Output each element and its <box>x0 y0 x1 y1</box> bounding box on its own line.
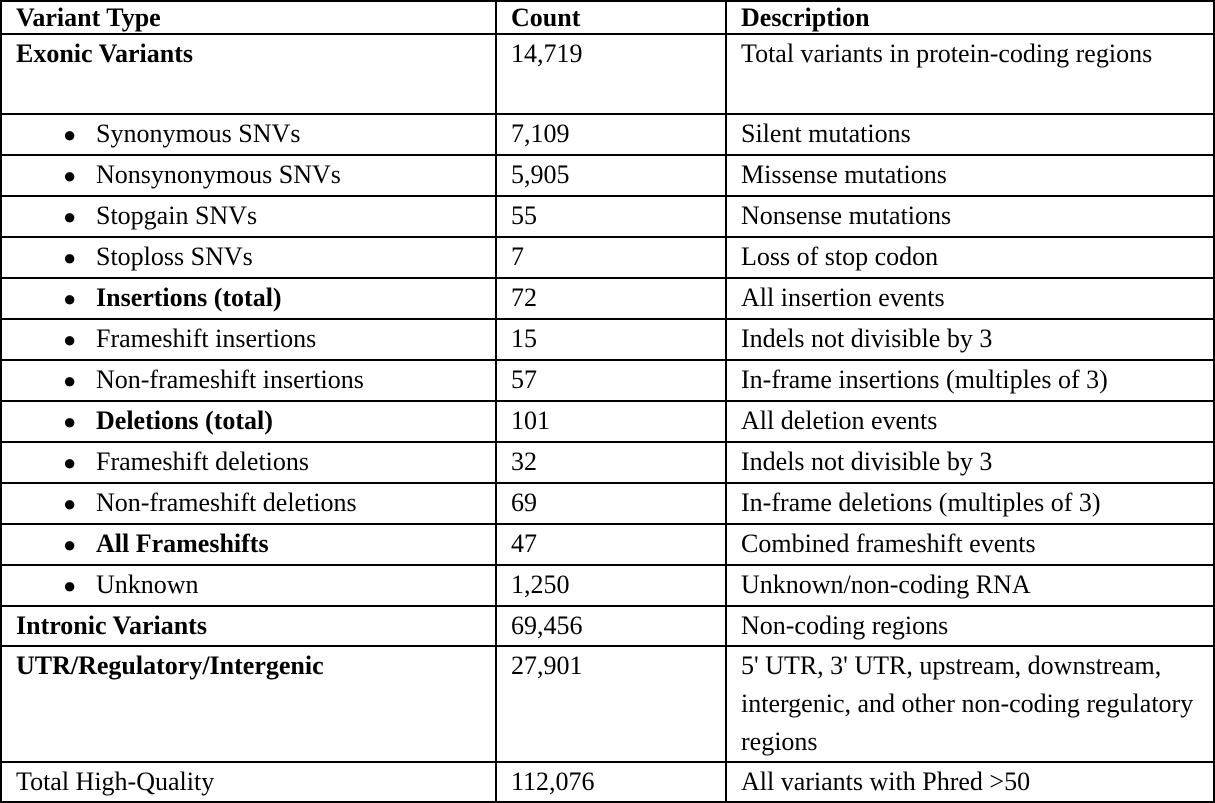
table-row <box>1 319 1214 360</box>
description-text: All insertion events <box>726 278 1214 319</box>
count-value: 47 <box>496 524 726 565</box>
description-text: Combined frameshift events <box>726 524 1214 565</box>
description-text: Total variants in protein-coding regions <box>726 34 1214 114</box>
bullet-icon: ● <box>63 286 77 311</box>
variant-type-cell <box>1 278 496 319</box>
variant-type-cell <box>1 360 496 401</box>
description-text: Silent mutations <box>726 114 1214 155</box>
table-row <box>1 762 1214 802</box>
variant-type-label: All Frameshifts <box>96 529 269 558</box>
column-header-description: Description <box>726 1 1214 34</box>
table-row <box>1 360 1214 401</box>
count-value: 27,901 <box>496 646 726 762</box>
count-value: 112,076 <box>496 762 726 802</box>
bullet-icon: ● <box>63 450 77 475</box>
description-text: Nonsense mutations <box>726 196 1214 237</box>
count-value: 5,905 <box>496 155 726 196</box>
variant-type-cell <box>1 34 496 114</box>
table-row <box>1 646 1214 762</box>
bullet-icon: ● <box>63 532 77 557</box>
variant-type-label: UTR/Regulatory/Intergenic <box>16 651 324 680</box>
variant-type-cell <box>1 565 496 606</box>
count-value: 69 <box>496 483 726 524</box>
count-value: 57 <box>496 360 726 401</box>
table-row <box>1 401 1214 442</box>
column-header-count: Count <box>496 1 726 34</box>
description-text: Loss of stop codon <box>726 237 1214 278</box>
table-row <box>1 483 1214 524</box>
count-value: 69,456 <box>496 606 726 646</box>
description-text: Unknown/non-coding RNA <box>726 565 1214 606</box>
variant-type-cell <box>1 114 496 155</box>
variant-type-cell <box>1 196 496 237</box>
variant-type-label: Stoploss SNVs <box>96 242 253 271</box>
table-row <box>1 237 1214 278</box>
column-header-variant-type: Variant Type <box>1 1 496 34</box>
header-row <box>1 1 1214 34</box>
count-value: 14,719 <box>496 34 726 114</box>
variant-type-label: Nonsynonymous SNVs <box>96 160 341 189</box>
bullet-icon: ● <box>63 327 77 352</box>
count-value: 101 <box>496 401 726 442</box>
variant-type-cell <box>1 155 496 196</box>
description-text: Missense mutations <box>726 155 1214 196</box>
variant-type-label: Synonymous SNVs <box>96 119 301 148</box>
count-value: 55 <box>496 196 726 237</box>
variant-type-label: Non-frameshift deletions <box>96 488 357 517</box>
bullet-icon: ● <box>63 163 77 188</box>
variant-type-cell <box>1 646 496 762</box>
description-text: In-frame insertions (multiples of 3) <box>726 360 1214 401</box>
table-row <box>1 565 1214 606</box>
table-row <box>1 524 1214 565</box>
count-value: 32 <box>496 442 726 483</box>
table-row <box>1 196 1214 237</box>
table-row <box>1 114 1214 155</box>
count-value: 1,250 <box>496 565 726 606</box>
bullet-icon: ● <box>63 573 77 598</box>
variant-type-label: Deletions (total) <box>96 406 273 435</box>
variant-type-label: Stopgain SNVs <box>96 201 258 230</box>
variant-type-cell <box>1 524 496 565</box>
table-row <box>1 278 1214 319</box>
count-value: 7,109 <box>496 114 726 155</box>
table-row <box>1 34 1214 114</box>
count-value: 15 <box>496 319 726 360</box>
description-text: All deletion events <box>726 401 1214 442</box>
description-text: 5' UTR, 3' UTR, upstream, downstream, intergenic, and other non-coding regulatory regions <box>726 646 1214 762</box>
variant-type-label: Exonic Variants <box>16 39 193 68</box>
variant-type-cell <box>1 483 496 524</box>
bullet-icon: ● <box>63 409 77 434</box>
description-text: Non-coding regions <box>726 606 1214 646</box>
variant-type-label: Non-frameshift insertions <box>96 365 364 394</box>
bullet-icon: ● <box>63 204 77 229</box>
description-text: All variants with Phred >50 <box>726 762 1214 802</box>
bullet-icon: ● <box>63 245 77 270</box>
description-text: Indels not divisible by 3 <box>726 319 1214 360</box>
variant-type-label: Frameshift insertions <box>96 324 317 353</box>
variant-type-cell <box>1 319 496 360</box>
table-row <box>1 442 1214 483</box>
variant-type-label: Insertions (total) <box>96 283 282 312</box>
description-text: Indels not divisible by 3 <box>726 442 1214 483</box>
variant-type-cell <box>1 606 496 646</box>
table-row <box>1 606 1214 646</box>
variant-type-cell <box>1 762 496 802</box>
variant-type-label: Unknown <box>96 570 199 599</box>
variant-type-cell <box>1 401 496 442</box>
count-value: 72 <box>496 278 726 319</box>
count-value: 7 <box>496 237 726 278</box>
bullet-icon: ● <box>63 122 77 147</box>
description-text: In-frame deletions (multiples of 3) <box>726 483 1214 524</box>
variant-type-label: Total High-Quality <box>16 767 215 796</box>
variant-type-label: Frameshift deletions <box>96 447 310 476</box>
variant-type-cell <box>1 237 496 278</box>
table-header <box>1 1 1214 34</box>
variant-type-label: Intronic Variants <box>16 611 207 640</box>
table-body <box>1 34 1214 802</box>
table-row <box>1 155 1214 196</box>
bullet-icon: ● <box>63 368 77 393</box>
variant-type-cell <box>1 442 496 483</box>
bullet-icon: ● <box>63 491 77 516</box>
